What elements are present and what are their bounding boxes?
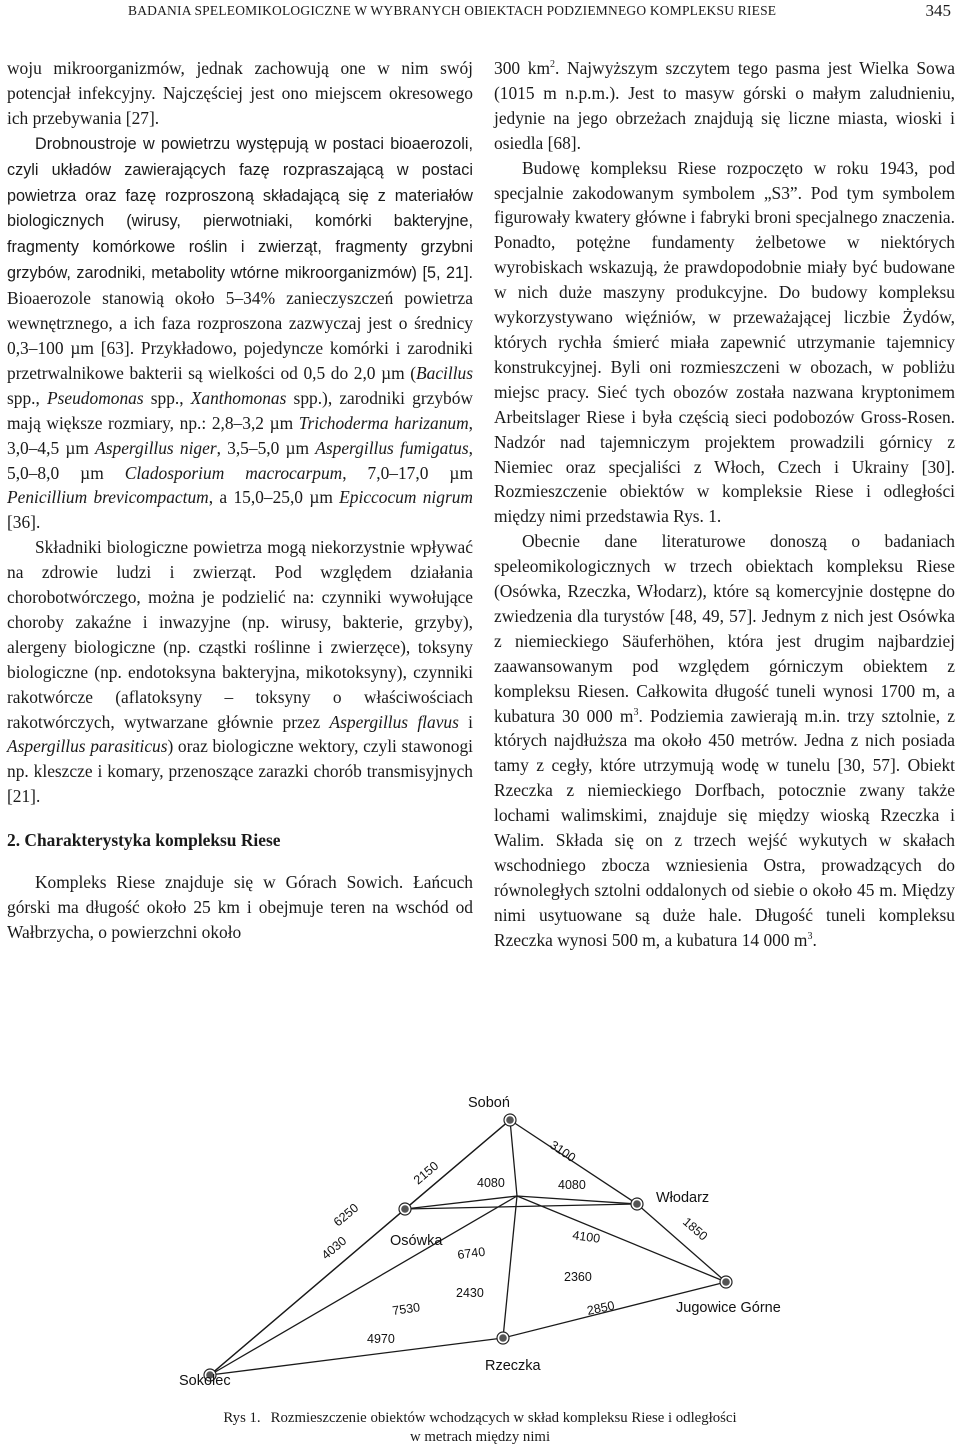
- species-aspergillus-fumigatus: Aspergillus fumigatus: [315, 437, 469, 458]
- node-labels: [179, 1095, 781, 1389]
- edge-hub-rzeczka: [503, 1196, 517, 1338]
- dist-osowka-sobon: 2150: [410, 1158, 442, 1188]
- area-text: 300 km: [494, 58, 550, 78]
- caption-text-1: Rozmieszczenie obiektów wchodzących w skład kompleksu Riese i odległości: [270, 1410, 737, 1426]
- riese-network-diagram: [0, 1085, 960, 1395]
- dist-sobon-wlodarz: 3100: [547, 1137, 579, 1166]
- species-cladosporium: Cladosporium macrocarpum: [124, 462, 343, 483]
- text-size: , 3,0–4,5 µm: [7, 412, 473, 458]
- superscript: 3: [633, 706, 639, 718]
- dist-wlodarz-jugowice: 1850: [680, 1214, 711, 1244]
- label-osowka: Osówka: [390, 1233, 443, 1249]
- edge-osowka-sobon: [405, 1120, 510, 1209]
- species-pseudomonas: Pseudomonas: [47, 387, 144, 408]
- figure-riese-map: [0, 1085, 960, 1395]
- label-jugowice: Jugowice Górne: [676, 1300, 781, 1316]
- dist-osowka-wlodarz: 4100: [571, 1228, 602, 1246]
- left-column: [7, 56, 473, 945]
- figure-caption: [0, 1409, 960, 1447]
- dist-hub-sobon: 4080: [477, 1176, 505, 1190]
- running-header: [0, 0, 960, 22]
- caption-line-1: [0, 1409, 960, 1428]
- edge-sobon-hub: [510, 1120, 517, 1196]
- objects-text-cont: . Podziemia zawierają m.in. trzy sztolnie, z których najdłuższa ma około 450 metrów. Jedna z nich posiada tamy z cegły, które utrzymują wodę w tunelu [30, 57]. Obiekt Rzeczka z niemieckiego Dorfbach, potocznie zwany także lochami walimskimi, znajduje się między wioską Rzeczka i Walim. Składa się on z trzech wejść wykutych w skałach wschodniego zbocza wzniesienia Ostra, prowadzących do równoległych sztolni oddalonych od siebie o około 45 m. Między nimi usytuowane są duże hale. Długość tuneli kompleksu Rzeczka wynosi 500 m, a kubatura 14 000 m: [494, 705, 955, 950]
- label-rzeczka: Rzeczka: [485, 1358, 541, 1374]
- node-rzeczka-marker: [497, 1332, 509, 1344]
- objects-text: Obecnie dane literaturowe donoszą o badaniach speleomikologicznych w trzech obiektach kompleksu Riese (Osówka, Rzeczka, Włodarz), które są komercyjnie dostępne do zwiedzenia dla turystów [48, 49, 57]. Jednym z nich jest Osówka z niemieckiego Säuferhöhen, która jest drugim najbardziej zaawansowanym pod względem górniczym obiektem z kompleksu Riesen. Całkowita długość tuneli wynosi 1700 m, a kubatura 30 000 m: [494, 531, 955, 726]
- health-text-end: ) oraz biologiczne wektory, czyli stawonogi np. kleszcze i komary, przenoszące zarazki chorób transmisyjnych [21].: [7, 736, 473, 807]
- paragraph-construction: Budowę kompleksu Riese rozpoczęto w roku 1943, pod specjalnie zakodowanym symbolem „S3”. Pod tym symbolem figurowały kwatery główne i fabryki broni specjalnego znaczenia. Ponadto, potężne fundamenty żelbetowe w niektórych wyrobiskach wskazują, że prawdopodobnie miały być budowane w nich duże maszyny produkcyjne. Do budowy kompleksu wykorzystywano więźniów, w przeważającej liczbie Żydów, których rychła śmierć miała zapewnić utrzymanie tajemnicy konstrukcyjnej. Byli oni rozmieszczeni w obozach, w pobliżu miejsc pracy. Sieć tych obozów została nazwana kryptonimem Arbeitslager Riese i była częścią sieci podobozów Gross-Rosen. Nadzór nad tajemniczym projektem prowadzili górnicy z Niemiec oraz specjaliści z Włoch, Czech i Ukrainy [30]. Rozmieszczenie obiektów w kompleksie Riese i odległości między nimi przedstawia Rys. 1.: [494, 157, 955, 527]
- paragraph-health-effects: [7, 535, 473, 809]
- text-size: , 3,5–5,0 µm: [216, 437, 316, 458]
- species-penicillium: Penicillium brevicompactum: [7, 487, 209, 508]
- node-jugowice-marker: [720, 1276, 732, 1288]
- paragraph-bioaerosols: [7, 131, 473, 536]
- right-column: [494, 56, 955, 953]
- text-spp: spp.,: [143, 387, 191, 408]
- edge-wlodarz-jugowice: [637, 1204, 726, 1282]
- dist-hub-rzeczka: 2430: [456, 1286, 484, 1300]
- objects-text-end: .: [812, 929, 817, 950]
- species-bacillus: Bacillus: [416, 362, 473, 383]
- node-osowka-marker: [399, 1203, 411, 1215]
- edge-sokolec-rzeczka: [210, 1338, 503, 1375]
- dist-osowka-hub: 6740: [456, 1244, 486, 1262]
- text-citation: [36].: [7, 512, 41, 533]
- text-size: , 5,0–8,0 µm: [7, 437, 473, 483]
- bioaerosols-text: Drobnoustroje w powietrzu występują w postaci bioaerozoli, czyli układów zawierających fazę rozpraszającą w postaci powietrza oraz fazę rozproszoną składającą się z materiałów biologicznych (wirusy, pierwotniaki, komórki bakteryjne, fragmenty komórkowe roślin i zwierząt, fragmenty grzybni grzybów, zarodniki, metabolity wtórne mikroorganizmów) [5, 21].: [7, 134, 473, 283]
- species-aspergillus-flavus: Aspergillus flavus: [329, 711, 459, 732]
- dist-sokolec-osowka: 4030: [318, 1233, 350, 1263]
- superscript: 2: [550, 59, 555, 71]
- section-heading: 2. Charakterystyka kompleksu Riese: [7, 830, 281, 851]
- caption-text-2: w metrach między nimi: [409, 1429, 551, 1445]
- label-sokolec: Sokolec: [179, 1373, 231, 1389]
- text-conj: i: [458, 711, 474, 732]
- node-sobon-marker: [504, 1114, 516, 1126]
- paragraph-area: [494, 56, 955, 156]
- text-fungi-sizes: spp.), zarodniki grzybów mają większe rozmiary, np.: 2,8–3,2 µm: [7, 387, 473, 433]
- dist-rzeczka-jugowice: 2850: [585, 1298, 616, 1318]
- health-text: Składniki biologiczne powietrza mogą niekorzystnie wpływać na zdrowie ludzi i zwierząt. Pod względem działania chorobotwórczego, można je podzielić na: czynniki wywołujące choroby zakaźne i inwazyjne (np. wirusy, bakterie, grzyby), alergeny biologiczne (np. cząstki roślinne i zwierzęce), toksyny biologiczne (np. endotoksyna bakteryjna, mikotoksyny), czynniki rakotwórcze (aflatoksyny – toksyny o właściwościach rakotwórczych, wytwarzane głównie przez: [7, 537, 473, 732]
- page-number: 345: [925, 1, 951, 20]
- text-size: , a 15,0–25,0 µm: [208, 487, 340, 508]
- paragraph-riese-location: Kompleks Riese znajduje się w Górach Sowich. Łańcuch górski ma długość około 25 km i obejmuje teren na wschód od Wałbrzycha, o powierzchni około: [7, 872, 473, 942]
- paragraph-continuation: woju mikroorganizmów, jednak zachowują one w nim swój potencjał infekcyjny. Najczęściej jest ono miejscem okresowego ich przebywania [27].: [7, 58, 473, 128]
- superscript: 3: [807, 930, 813, 942]
- bioaerosols-size-text: Bioaerozole stanowią około 5–34% zanieczyszczeń powietrza wewnętrznego, a ich faza rozproszona zazwyczaj jest o średnicy 0,3–100 µm [63]. Przykładowo, pojedyncze komórki i zarodniki przetrwalnikowe bakterii są wielkości od 0,5 do 2,0 µm (: [7, 288, 473, 383]
- label-sobon: Soboń: [468, 1095, 510, 1111]
- edge-sokolec-osowka: [210, 1209, 405, 1375]
- spacer: [7, 809, 473, 828]
- species-trichoderma: Trichoderma harizanum: [298, 412, 469, 433]
- label-wlodarz: Włodarz: [656, 1190, 710, 1206]
- area-text-cont: . Najwyższym szczytem tego pasma jest Wielka Sowa (1015 m n.p.m.). Jest to masyw górski o małym zaludnieniu, jedynie na jego obrzeżach znajdują się liczne miasta, wioski i osiedla [68].: [494, 58, 955, 153]
- running-title: BADANIA SPELEOMIKOLOGICZNE W WYBRANYCH OBIEKTACH PODZIEMNEGO KOMPLEKSU RIESE: [128, 3, 777, 18]
- node-wlodarz-marker: [631, 1198, 643, 1210]
- species-aspergillus-parasiticus: Aspergillus parasiticus: [7, 736, 168, 757]
- dist-sokolec-sobon: 6250: [330, 1200, 362, 1230]
- species-xanthomonas: Xanthomonas: [190, 387, 287, 408]
- paragraph-objects: [494, 529, 955, 952]
- species-epiccocum: Epiccocum nigrum: [339, 487, 473, 508]
- caption-label: Rys 1.: [223, 1410, 261, 1426]
- dist-hub-wlodarz: 4080: [558, 1178, 586, 1192]
- dist-sokolec-hub: 7530: [391, 1300, 421, 1318]
- dist-sokolec-rzeczka: 4970: [367, 1332, 395, 1346]
- species-aspergillus-niger: Aspergillus niger: [95, 437, 217, 458]
- text-size: , 7,0–17,0 µm: [342, 462, 473, 483]
- dist-hub-jugowice: 2360: [564, 1270, 592, 1284]
- text-spp: spp.,: [7, 387, 47, 408]
- spacer: [7, 853, 473, 870]
- edge-hub-jugowice: [517, 1196, 726, 1282]
